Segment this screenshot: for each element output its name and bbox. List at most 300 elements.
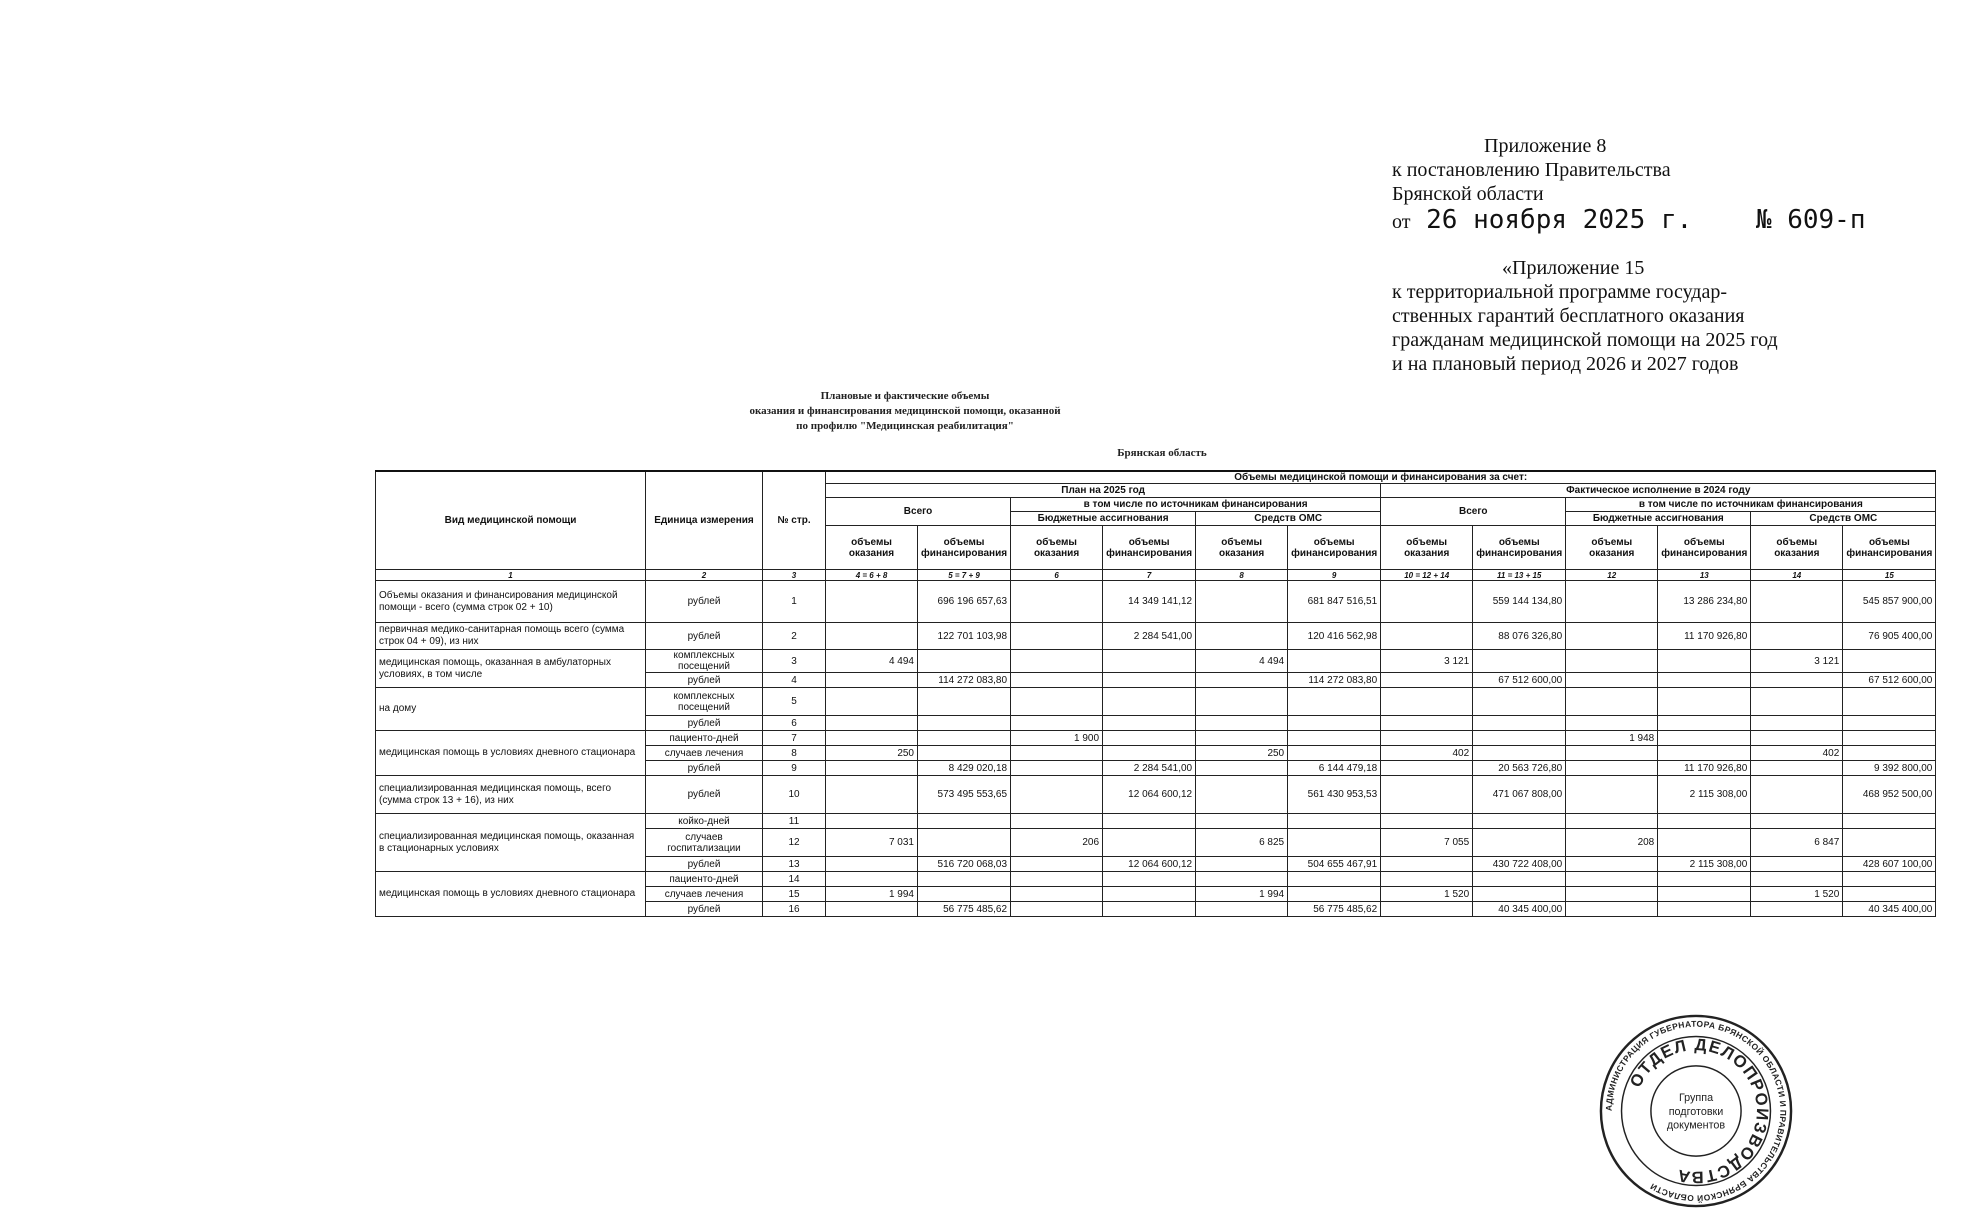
care-type-cell: на дому	[376, 688, 646, 731]
value-cell	[1566, 902, 1658, 917]
value-cell	[1288, 872, 1381, 887]
value-cell	[1843, 746, 1936, 761]
value-cell	[918, 829, 1011, 857]
value-cell	[1103, 746, 1196, 761]
value-cell: 7 031	[826, 829, 918, 857]
col-header-no: № стр.	[763, 471, 826, 570]
value-cell	[918, 688, 1011, 716]
table-row	[376, 776, 1936, 814]
column-number: 9	[1288, 570, 1381, 581]
col-header-budget: Бюджетные ассигнования	[1566, 512, 1751, 526]
column-number: 10 = 12 + 14	[1381, 570, 1473, 581]
value-cell	[1473, 829, 1566, 857]
col-header-vol: объемы оказания	[1011, 526, 1103, 570]
column-number: 15	[1843, 570, 1936, 581]
value-cell	[1381, 814, 1473, 829]
value-cell: 504 655 467,91	[1288, 857, 1381, 872]
value-cell	[1381, 776, 1473, 814]
value-cell	[1751, 776, 1843, 814]
value-cell	[1011, 716, 1103, 731]
value-cell	[1473, 716, 1566, 731]
row-number-cell: 5	[763, 688, 826, 716]
header-line: Приложение 8	[1484, 135, 1607, 157]
value-cell	[1381, 673, 1473, 688]
row-number-cell: 1	[763, 581, 826, 623]
value-cell: 7 055	[1381, 829, 1473, 857]
value-cell	[1751, 872, 1843, 887]
value-cell: 20 563 726,80	[1473, 761, 1566, 776]
value-cell: 2 284 541,00	[1103, 761, 1196, 776]
value-cell: 114 272 083,80	[918, 673, 1011, 688]
value-cell: 4 494	[1196, 650, 1288, 673]
column-number: 12	[1566, 570, 1658, 581]
column-number: 7	[1103, 570, 1196, 581]
row-number-cell: 13	[763, 857, 826, 872]
value-cell: 88 076 326,80	[1473, 623, 1566, 650]
value-cell	[1473, 650, 1566, 673]
value-cell: 56 775 485,62	[918, 902, 1011, 917]
value-cell	[1288, 731, 1381, 746]
value-cell	[826, 731, 918, 746]
value-cell	[1288, 716, 1381, 731]
value-cell	[1658, 829, 1751, 857]
column-number: 14	[1751, 570, 1843, 581]
value-cell	[1196, 776, 1288, 814]
table-row	[376, 814, 1936, 829]
value-cell	[1566, 673, 1658, 688]
value-cell: 2 115 308,00	[1658, 776, 1751, 814]
value-cell	[918, 872, 1011, 887]
col-header-incl: в том числе по источникам финансирования	[1566, 498, 1936, 512]
value-cell	[1566, 623, 1658, 650]
value-cell: 8 429 020,18	[918, 761, 1011, 776]
value-cell: 12 064 600,12	[1103, 776, 1196, 814]
unit-cell: рублей	[646, 716, 763, 731]
value-cell: 12 064 600,12	[1103, 857, 1196, 872]
appendix-header	[1392, 256, 1778, 376]
value-cell	[1103, 716, 1196, 731]
col-header-total: Всего	[1381, 498, 1566, 526]
value-cell	[1381, 623, 1473, 650]
row-number-cell: 9	[763, 761, 826, 776]
value-cell: 40 345 400,00	[1473, 902, 1566, 917]
value-cell: 67 512 600,00	[1843, 673, 1936, 688]
value-cell	[1843, 887, 1936, 902]
value-cell	[918, 650, 1011, 673]
value-cell	[826, 688, 918, 716]
value-cell	[826, 761, 918, 776]
value-cell	[1658, 746, 1751, 761]
value-cell: 1 948	[1566, 731, 1658, 746]
table-row	[376, 688, 1936, 716]
row-number-cell: 6	[763, 716, 826, 731]
column-number: 2	[646, 570, 763, 581]
col-header-top: Объемы медицинской помощи и финансирования за счет:	[826, 471, 1936, 484]
value-cell: 2 284 541,00	[1103, 623, 1196, 650]
value-cell	[918, 814, 1011, 829]
value-cell	[1751, 716, 1843, 731]
value-cell	[1473, 814, 1566, 829]
value-cell	[826, 814, 918, 829]
unit-cell: рублей	[646, 857, 763, 872]
value-cell	[1011, 872, 1103, 887]
value-cell: 14 349 141,12	[1103, 581, 1196, 623]
value-cell	[1288, 650, 1381, 673]
care-type-cell: медицинская помощь в условиях дневного стационара	[376, 872, 646, 917]
unit-cell: случаев госпитализации	[646, 829, 763, 857]
column-number: 6	[1011, 570, 1103, 581]
value-cell	[826, 776, 918, 814]
value-cell	[1011, 761, 1103, 776]
col-header-plan: План на 2025 год	[826, 484, 1381, 498]
value-cell	[1011, 776, 1103, 814]
column-number-row	[376, 570, 1936, 581]
value-cell	[1658, 814, 1751, 829]
value-cell	[1566, 746, 1658, 761]
value-cell	[918, 716, 1011, 731]
value-cell	[1843, 829, 1936, 857]
value-cell	[1196, 673, 1288, 688]
col-header-budget: Бюджетные ассигнования	[1011, 512, 1196, 526]
value-cell: 6 825	[1196, 829, 1288, 857]
value-cell	[1566, 857, 1658, 872]
value-cell	[1011, 581, 1103, 623]
volumes-table	[375, 470, 1936, 917]
col-header-incl: в том числе по источникам финансирования	[1011, 498, 1381, 512]
value-cell: 122 701 103,98	[918, 623, 1011, 650]
value-cell	[826, 581, 918, 623]
value-cell	[826, 902, 918, 917]
value-cell	[826, 857, 918, 872]
column-number: 11 = 13 + 15	[1473, 570, 1566, 581]
value-cell	[826, 673, 918, 688]
value-cell	[1658, 902, 1751, 917]
care-type-cell: специализированная медицинская помощь, всего (сумма строк 13 + 16), из них	[376, 776, 646, 814]
value-cell	[1751, 857, 1843, 872]
value-cell: 56 775 485,62	[1288, 902, 1381, 917]
value-cell: 40 345 400,00	[1843, 902, 1936, 917]
value-cell	[1566, 814, 1658, 829]
value-cell	[1103, 731, 1196, 746]
appendix-line: «Приложение 15	[1502, 257, 1645, 279]
header-line: к постановлению Правительства	[1392, 159, 1671, 181]
care-type-cell: медицинская помощь, оказанная в амбулаторных условиях, в том числе	[376, 650, 646, 688]
col-header-fin: объемы финансирования	[1288, 526, 1381, 570]
value-cell	[1566, 887, 1658, 902]
value-cell	[1103, 872, 1196, 887]
value-cell	[1011, 857, 1103, 872]
value-cell	[1658, 688, 1751, 716]
value-cell: 120 416 562,98	[1288, 623, 1381, 650]
unit-cell: случаев лечения	[646, 887, 763, 902]
value-cell	[1381, 581, 1473, 623]
value-cell	[1473, 872, 1566, 887]
value-cell: 468 952 500,00	[1843, 776, 1936, 814]
unit-cell: рублей	[646, 623, 763, 650]
resolution-date-line	[1392, 206, 1865, 236]
value-cell	[1011, 673, 1103, 688]
row-number-cell: 16	[763, 902, 826, 917]
col-header-fin: объемы финансирования	[918, 526, 1011, 570]
value-cell: 208	[1566, 829, 1658, 857]
column-number: 3	[763, 570, 826, 581]
value-cell	[1473, 731, 1566, 746]
value-cell: 206	[1011, 829, 1103, 857]
appendix-line: к территориальной программе государ-	[1392, 281, 1728, 303]
value-cell	[1011, 650, 1103, 673]
value-cell	[1658, 731, 1751, 746]
appendix-line: ственных гарантий бесплатного оказания	[1392, 305, 1745, 327]
value-cell	[1751, 581, 1843, 623]
col-header-total: Всего	[826, 498, 1011, 526]
value-cell	[1288, 887, 1381, 902]
col-header-vol: объемы оказания	[1566, 526, 1658, 570]
value-cell	[1843, 731, 1936, 746]
official-seal	[1598, 1013, 1794, 1209]
title-line: по профилю "Медицинская реабилитация"	[796, 420, 1014, 432]
value-cell	[1196, 731, 1288, 746]
value-cell: 1 900	[1011, 731, 1103, 746]
value-cell	[1381, 716, 1473, 731]
value-cell	[1103, 673, 1196, 688]
value-cell	[1196, 581, 1288, 623]
header-line: Брянской области	[1392, 183, 1544, 205]
col-header-vol: объемы оказания	[826, 526, 918, 570]
value-cell	[1011, 746, 1103, 761]
value-cell	[1658, 872, 1751, 887]
value-cell: 2 115 308,00	[1658, 857, 1751, 872]
value-cell	[1566, 688, 1658, 716]
resolution-date: 26 ноября 2025 г.	[1426, 205, 1693, 235]
value-cell: 114 272 083,80	[1288, 673, 1381, 688]
value-cell	[1196, 857, 1288, 872]
value-cell	[1103, 887, 1196, 902]
unit-cell: рублей	[646, 902, 763, 917]
row-number-cell: 4	[763, 673, 826, 688]
value-cell	[1103, 829, 1196, 857]
value-cell	[918, 887, 1011, 902]
table-row	[376, 623, 1936, 650]
col-header-vol: объемы оказания	[1381, 526, 1473, 570]
unit-cell: пациенто-дней	[646, 731, 763, 746]
value-cell	[1751, 814, 1843, 829]
value-cell: 1 520	[1751, 887, 1843, 902]
value-cell	[826, 716, 918, 731]
unit-cell: рублей	[646, 581, 763, 623]
value-cell: 545 857 900,00	[1843, 581, 1936, 623]
value-cell	[1103, 814, 1196, 829]
col-header-fin: объемы финансирования	[1843, 526, 1936, 570]
value-cell	[1843, 814, 1936, 829]
row-number-cell: 10	[763, 776, 826, 814]
value-cell	[1381, 688, 1473, 716]
unit-cell: койко-дней	[646, 814, 763, 829]
value-cell	[1196, 814, 1288, 829]
unit-cell: комплексных посещений	[646, 688, 763, 716]
value-cell	[1288, 746, 1381, 761]
value-cell	[1566, 581, 1658, 623]
value-cell	[1566, 650, 1658, 673]
value-cell	[1011, 688, 1103, 716]
value-cell: 11 170 926,80	[1658, 623, 1751, 650]
value-cell: 428 607 100,00	[1843, 857, 1936, 872]
row-number-cell: 12	[763, 829, 826, 857]
table-row	[376, 650, 1936, 673]
value-cell	[1473, 746, 1566, 761]
care-type-cell: специализированная медицинская помощь, оказанная в стационарных условиях	[376, 814, 646, 872]
col-header-vol: объемы оказания	[1751, 526, 1843, 570]
value-cell	[1751, 623, 1843, 650]
value-cell: 13 286 234,80	[1658, 581, 1751, 623]
value-cell	[1751, 731, 1843, 746]
value-cell: 67 512 600,00	[1473, 673, 1566, 688]
value-cell: 516 720 068,03	[918, 857, 1011, 872]
col-header-vid: Вид медицинской помощи	[376, 471, 646, 570]
value-cell	[918, 731, 1011, 746]
value-cell	[1196, 872, 1288, 887]
value-cell	[1843, 872, 1936, 887]
value-cell: 430 722 408,00	[1473, 857, 1566, 872]
value-cell	[1103, 650, 1196, 673]
value-cell	[1751, 688, 1843, 716]
value-cell: 402	[1751, 746, 1843, 761]
value-cell: 6 144 479,18	[1288, 761, 1381, 776]
value-cell	[826, 623, 918, 650]
region-label: Брянская область	[1117, 447, 1207, 459]
value-cell	[826, 872, 918, 887]
value-cell: 1 520	[1381, 887, 1473, 902]
seal-ring-text: ОТДЕЛ ДЕЛОПРОИЗВОДСТВА	[1625, 1034, 1773, 1187]
col-header-oms: Средств ОМС	[1196, 512, 1381, 526]
seal-center-line: документов	[1666, 1119, 1726, 1132]
value-cell	[1381, 761, 1473, 776]
resolution-number: № 609-п	[1755, 205, 1866, 235]
value-cell	[1196, 761, 1288, 776]
row-number-cell: 7	[763, 731, 826, 746]
value-cell: 573 495 553,65	[918, 776, 1011, 814]
value-cell: 76 905 400,00	[1843, 623, 1936, 650]
value-cell	[1011, 623, 1103, 650]
value-cell	[1011, 814, 1103, 829]
seal-center-line: Группа	[1678, 1092, 1714, 1105]
col-header-fin: объемы финансирования	[1473, 526, 1566, 570]
table-row	[376, 581, 1936, 623]
value-cell	[1011, 887, 1103, 902]
col-header-unit: Единица измерения	[646, 471, 763, 570]
title-line: оказания и финансирования медицинской помощи, оказанной	[749, 405, 1061, 417]
document-title	[280, 389, 1530, 434]
column-number: 4 = 6 + 8	[826, 570, 918, 581]
value-cell: 250	[1196, 746, 1288, 761]
unit-cell: рублей	[646, 761, 763, 776]
value-cell	[1751, 673, 1843, 688]
value-cell	[1843, 716, 1936, 731]
date-prefix: от	[1392, 211, 1411, 233]
care-type-cell: медицинская помощь в условиях дневного стационара	[376, 731, 646, 776]
col-header-fact: Фактическое исполнение в 2024 году	[1381, 484, 1936, 498]
col-header-vol: объемы оказания	[1196, 526, 1288, 570]
col-header-oms: Средств ОМС	[1751, 512, 1936, 526]
seal-center-line: подготовки	[1668, 1105, 1724, 1118]
value-cell	[1658, 673, 1751, 688]
value-cell	[1473, 688, 1566, 716]
row-number-cell: 14	[763, 872, 826, 887]
value-cell	[1196, 902, 1288, 917]
value-cell: 681 847 516,51	[1288, 581, 1381, 623]
value-cell	[1843, 650, 1936, 673]
table-body	[376, 581, 1936, 917]
column-number: 5 = 7 + 9	[918, 570, 1011, 581]
unit-cell: рублей	[646, 673, 763, 688]
value-cell: 250	[826, 746, 918, 761]
table-row	[376, 731, 1936, 746]
title-line: Плановые и фактические объемы	[820, 390, 990, 402]
value-cell	[1566, 761, 1658, 776]
value-cell	[1751, 761, 1843, 776]
value-cell	[1381, 872, 1473, 887]
care-type-cell: Объемы оказания и финансирования медицинской помощи - всего (сумма строк 02 + 10)	[376, 581, 646, 623]
table-row	[376, 872, 1936, 887]
column-number: 13	[1658, 570, 1751, 581]
column-number: 1	[376, 570, 646, 581]
row-number-cell: 15	[763, 887, 826, 902]
row-number-cell: 2	[763, 623, 826, 650]
value-cell	[1288, 829, 1381, 857]
value-cell	[1103, 688, 1196, 716]
value-cell: 561 430 953,53	[1288, 776, 1381, 814]
value-cell: 6 847	[1751, 829, 1843, 857]
value-cell	[918, 746, 1011, 761]
value-cell	[1658, 887, 1751, 902]
value-cell	[1288, 688, 1381, 716]
value-cell	[1473, 887, 1566, 902]
value-cell	[1566, 872, 1658, 887]
value-cell: 11 170 926,80	[1658, 761, 1751, 776]
value-cell	[1658, 650, 1751, 673]
value-cell: 9 392 800,00	[1843, 761, 1936, 776]
resolution-header	[1392, 134, 1865, 236]
value-cell: 559 144 134,80	[1473, 581, 1566, 623]
value-cell	[1566, 716, 1658, 731]
value-cell	[1103, 902, 1196, 917]
value-cell	[1381, 902, 1473, 917]
value-cell: 3 121	[1751, 650, 1843, 673]
value-cell	[1381, 731, 1473, 746]
value-cell	[1196, 623, 1288, 650]
column-number: 8	[1196, 570, 1288, 581]
row-number-cell: 11	[763, 814, 826, 829]
seal-outer-text: АДМИНИСТРАЦИЯ ГУБЕРНАТОРА БРЯНСКОЙ ОБЛАСТИ И ПРАВИТЕЛЬСТВА БРЯНСКОЙ ОБЛАСТИ	[1603, 1018, 1789, 1204]
appendix-line: гражданам медицинской помощи на 2025 год	[1392, 329, 1778, 351]
value-cell: 4 494	[826, 650, 918, 673]
row-number-cell: 3	[763, 650, 826, 673]
value-cell	[1381, 857, 1473, 872]
unit-cell: случаев лечения	[646, 746, 763, 761]
value-cell	[1751, 902, 1843, 917]
value-cell	[1196, 688, 1288, 716]
value-cell	[1196, 716, 1288, 731]
value-cell: 1 994	[1196, 887, 1288, 902]
unit-cell: комплексных посещений	[646, 650, 763, 673]
unit-cell: рублей	[646, 776, 763, 814]
col-header-fin: объемы финансирования	[1103, 526, 1196, 570]
value-cell	[1566, 776, 1658, 814]
value-cell	[1288, 814, 1381, 829]
value-cell: 471 067 808,00	[1473, 776, 1566, 814]
row-number-cell: 8	[763, 746, 826, 761]
unit-cell: пациенто-дней	[646, 872, 763, 887]
value-cell: 402	[1381, 746, 1473, 761]
